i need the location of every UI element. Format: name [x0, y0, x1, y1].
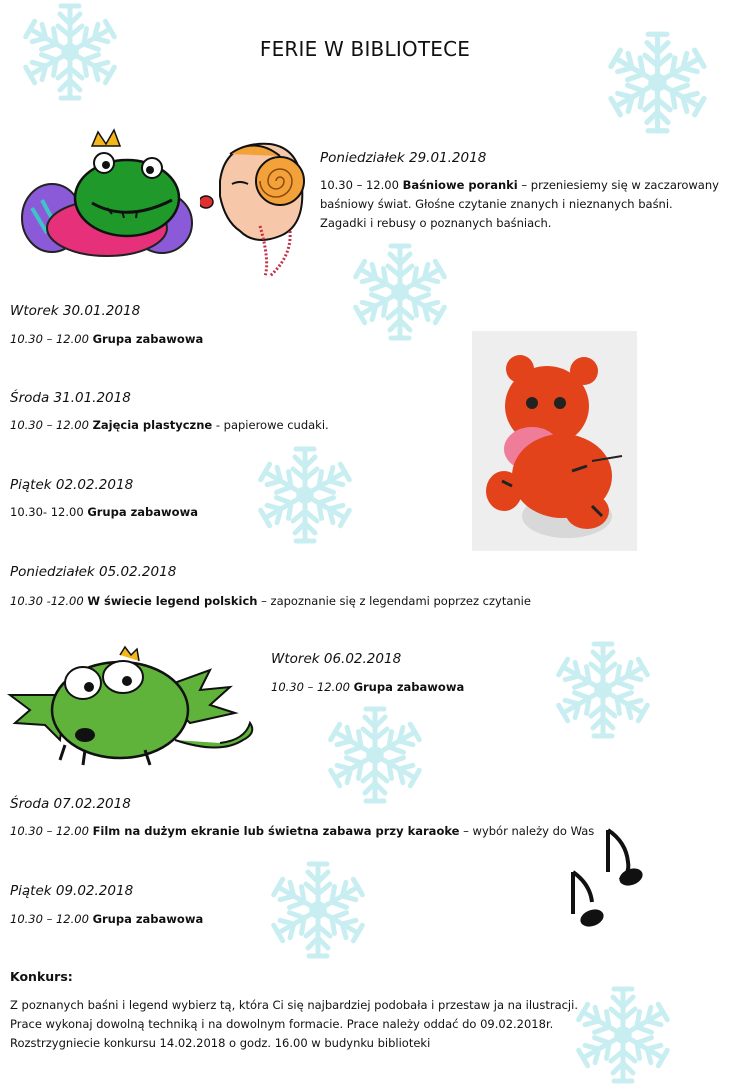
- event-name: Grupa zabawowa: [92, 912, 204, 926]
- event-time: 10.30 – 12.00: [10, 912, 89, 926]
- event-detail: Zagadki i rebusy o poznanych baśniach.: [320, 216, 552, 230]
- snowflake-icon: [553, 635, 653, 745]
- event-name: Grupa zabawowa: [87, 505, 198, 519]
- contest-line: Prace wykonaj dowolną techniką i na dowolnym formacie. Prace należy oddać do 09.02.2018r.: [10, 1017, 554, 1031]
- snowflake-icon: [255, 440, 355, 550]
- event-time: 10.30 – 12.00: [320, 178, 399, 192]
- snowflake-icon: [325, 700, 425, 810]
- event-date: Wtorek 06.02.2018: [271, 651, 402, 667]
- event-date: Piątek 09.02.2018: [10, 883, 134, 899]
- event-detail: baśniowy świat. Głośne czytanie znanych i nieznanych baśni.: [320, 197, 673, 211]
- event-date: Piątek 02.02.2018: [10, 477, 134, 493]
- event-name: Grupa zabawowa: [92, 332, 204, 346]
- event-name: Zajęcia plastyczne: [92, 418, 213, 432]
- origami-tiger-photo: [472, 331, 637, 551]
- event-time: 10.30 – 12.00: [10, 824, 89, 838]
- event-line: [10, 418, 329, 432]
- snowflake-icon: [268, 855, 368, 965]
- event-time: 10.30 – 12.00: [10, 332, 89, 346]
- event-date: Poniedziałek 29.01.2018: [320, 150, 487, 166]
- event-line: [10, 594, 531, 608]
- event-detail: – zapoznanie się z legendami poprzez czytanie: [257, 594, 531, 608]
- event-detail: – przeniesiemy się w zaczarowany: [517, 178, 719, 192]
- event-description: [320, 176, 740, 233]
- contest-line: Z poznanych baśni i legend wybierz tą, która Ci się najbardziej podobała i przestaw ja na ilustracji.: [10, 998, 578, 1012]
- event-date: Poniedziałek 05.02.2018: [10, 564, 177, 580]
- event-date: Środa 07.02.2018: [10, 796, 131, 812]
- princess-kiss-icon: [200, 136, 310, 278]
- event-line: [10, 824, 594, 838]
- event-name: Grupa zabawowa: [353, 680, 465, 694]
- event-name: W świecie legend polskich: [87, 594, 258, 608]
- event-name: Film na dużym ekranie lub świetna zabawa przy karaoke: [92, 824, 460, 838]
- contest-heading: Konkurs:: [10, 969, 73, 984]
- event-detail: - papierowe cudaki.: [212, 418, 329, 432]
- event-line: [10, 912, 203, 926]
- page-title: FERIE W BIBLIOTECE: [259, 37, 471, 61]
- contest-text: [10, 996, 610, 1053]
- event-date: Środa 31.01.2018: [10, 390, 131, 406]
- event-date: Wtorek 30.01.2018: [10, 303, 141, 319]
- event-time: 10.30 – 12.00: [10, 418, 89, 432]
- event-time: 10.30 -12.00: [10, 594, 84, 608]
- snowflake-icon: [350, 242, 450, 342]
- event-line: [10, 332, 203, 346]
- event-name: Baśniowe poranki: [402, 178, 518, 192]
- event-time: 10.30 – 12.00: [271, 680, 350, 694]
- music-notes-icon: [558, 822, 653, 932]
- event-detail: – wybór należy do Was: [459, 824, 595, 838]
- frog-prince-icon: [12, 128, 197, 263]
- event-time: 10.30- 12.00: [10, 505, 84, 519]
- event-line: [271, 680, 464, 694]
- event-line: [10, 505, 198, 519]
- contest-line: Rozstrzygniecie konkursu 14.02.2018 o godz. 16.00 w budynku biblioteki: [10, 1036, 431, 1050]
- dragon-icon: [5, 645, 260, 770]
